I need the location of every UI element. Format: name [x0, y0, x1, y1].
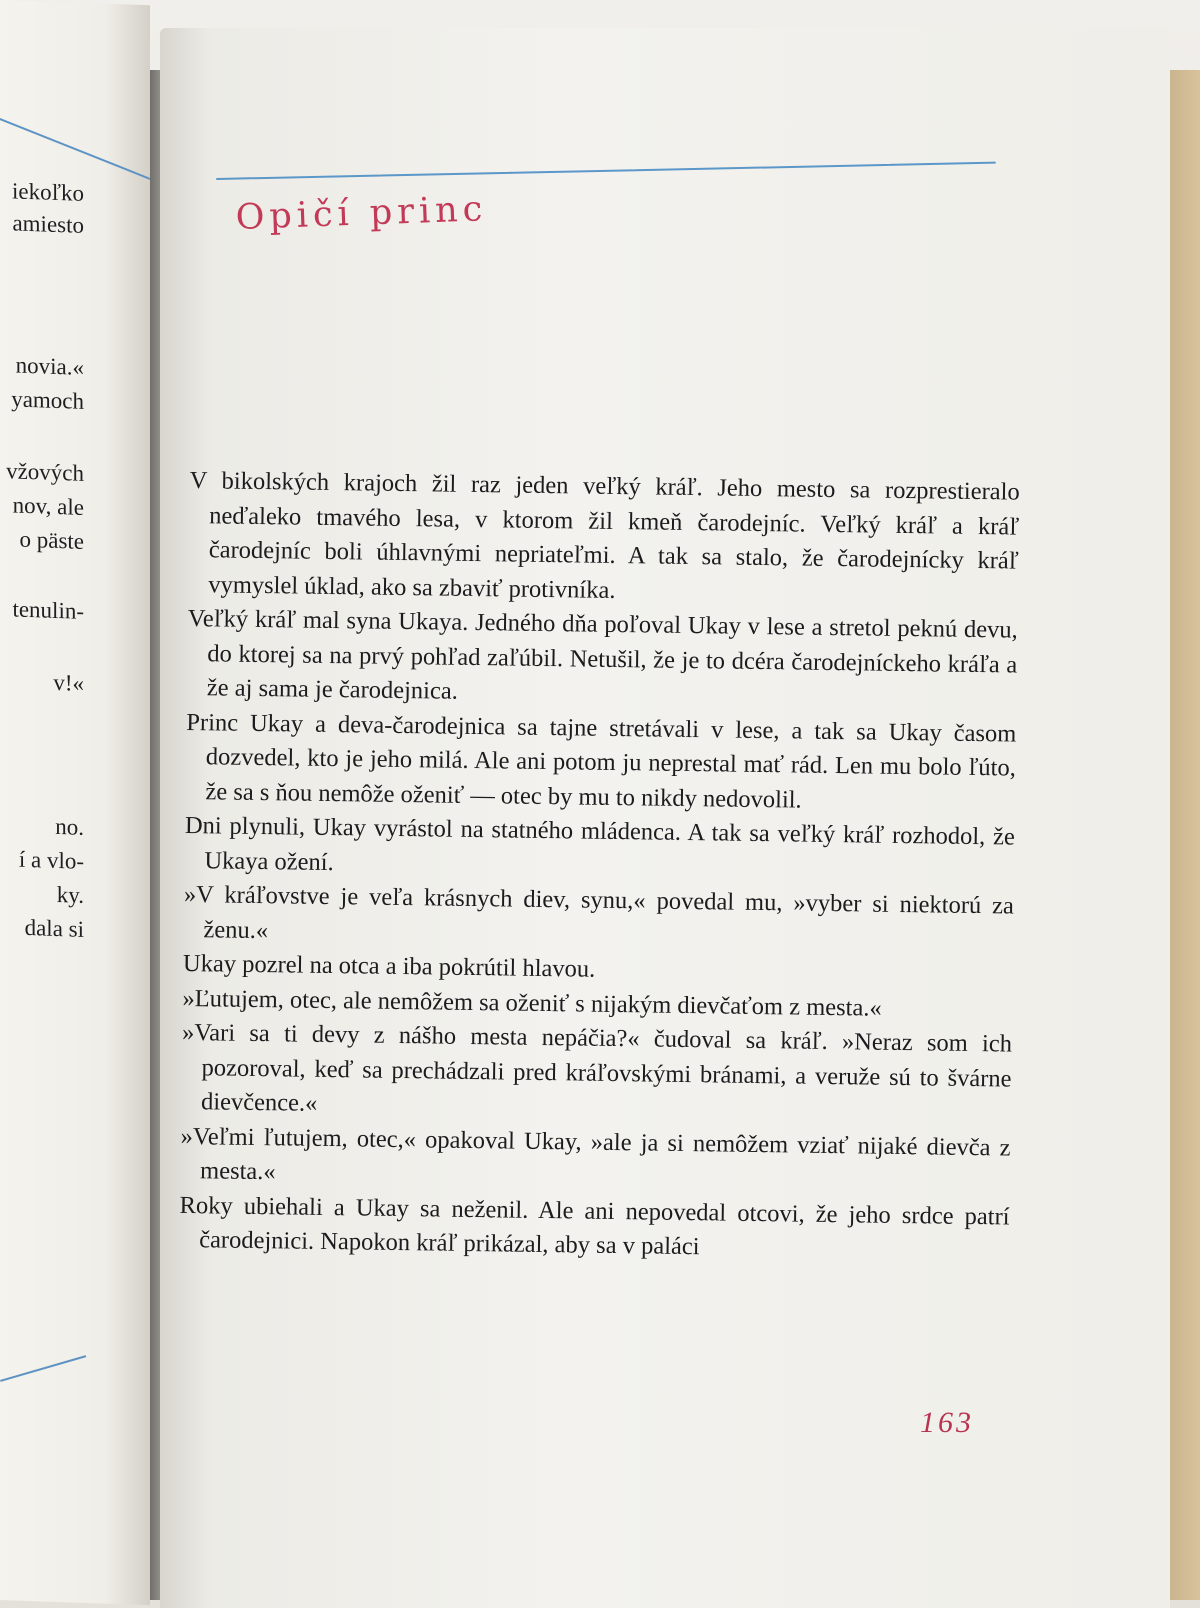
left-page: [0, 0, 150, 1605]
book-cover-edge: [1168, 70, 1200, 1600]
left-fragment: v!«: [53, 669, 84, 696]
paragraph: V bikolských krajoch žil raz jeden veľký kráľ. Jeho mesto sa rozprestieralo neďaleko tmavého lesa, v ktorom žil kmeň čarodejníc. Veľký kráľ a kráľ čarodejníc boli úhlavnými nepriateľmi. A tak sa stalo, že čarodejnícky kráľ vymyslel úklad, ako sa zbaviť protivníka.: [189, 466, 1020, 604]
left-page-bottom-rule: [0, 1355, 86, 1382]
page-number: 163: [920, 1406, 974, 1439]
left-fragment: yamoch: [11, 386, 84, 414]
left-fragment: ky.: [56, 881, 84, 908]
paragraph: »Ľutujem, otec, ale nemôžem sa oženiť s nijakým dievčaťom z mesta.«: [182, 984, 882, 1022]
chapter-top-rule: [216, 162, 996, 180]
left-fragment: nov, ale: [12, 492, 84, 520]
paragraph: Dni plynuli, Ukay vyrástol na statného mládenca. A tak sa veľký kráľ rozhodol, že Ukaya ožení.: [184, 811, 1016, 876]
chapter-title: Opičí princ: [235, 189, 488, 238]
left-fragment: novia.«: [15, 352, 84, 380]
left-fragment: tenulin-: [12, 596, 84, 624]
left-fragment: í a vlo-: [18, 846, 84, 874]
paragraph: Veľký kráľ mal syna Ukaya. Jedného dňa poľoval Ukay v lese a stretol peknú devu, do ktorej sa na prvý pohľad zaľúbil. Netušil, že je to dcéra čarodejníckeho kráľa a že aj sama je čarodejnica.: [187, 604, 1018, 705]
left-page-top-rule: [0, 118, 150, 180]
paragraph: »Veľmi ľutujem, otec,« opakoval Ukay, »ale ja si nemôžem vziať nijaké dievča z mesta.«: [180, 1122, 1011, 1186]
paragraph: »V kráľovstve je veľa krásnych diev, synu,« povedal mu, »vyber si niektorú za ženu.«: [183, 880, 1015, 944]
left-fragment: vžových: [6, 458, 84, 486]
left-fragment: dala si: [24, 914, 84, 942]
left-fragment: amiesto: [12, 210, 84, 238]
paragraph: »Vari sa ti devy z nášho mesta nepáčia?« čudoval sa kráľ. »Neraz som ich pozoroval, keď sa prechádzali pred kráľovskými bránami, a veruže sú to švárne dievčence.«: [181, 1018, 1013, 1117]
paragraph: Princ Ukay a deva-čarodejnica sa tajne stretávali v lese, a tak sa Ukay časom dozvedel, kto je jeho milá. Ale ani potom ju neprestal mať rád. Len mu bolo ľúto, že sa s ňou nemôže oženiť — otec by mu to nikdy nedovolil.: [186, 708, 1017, 814]
left-fragment: iekoľko: [12, 178, 84, 206]
right-page: [160, 28, 1170, 1608]
chapter-body: [179, 464, 1020, 1269]
paragraph: Roky ubiehali a Ukay sa neženil. Ale ani nepovedal otcovi, že jeho srdce patrí čarodejnici. Napokon kráľ prikázal, aby sa v paláci: [179, 1191, 1010, 1261]
paragraph: Ukay pozrel na otca a iba pokrútil hlavou.: [182, 949, 596, 983]
left-fragment: o päste: [19, 526, 84, 554]
left-fragment: no.: [55, 813, 84, 840]
